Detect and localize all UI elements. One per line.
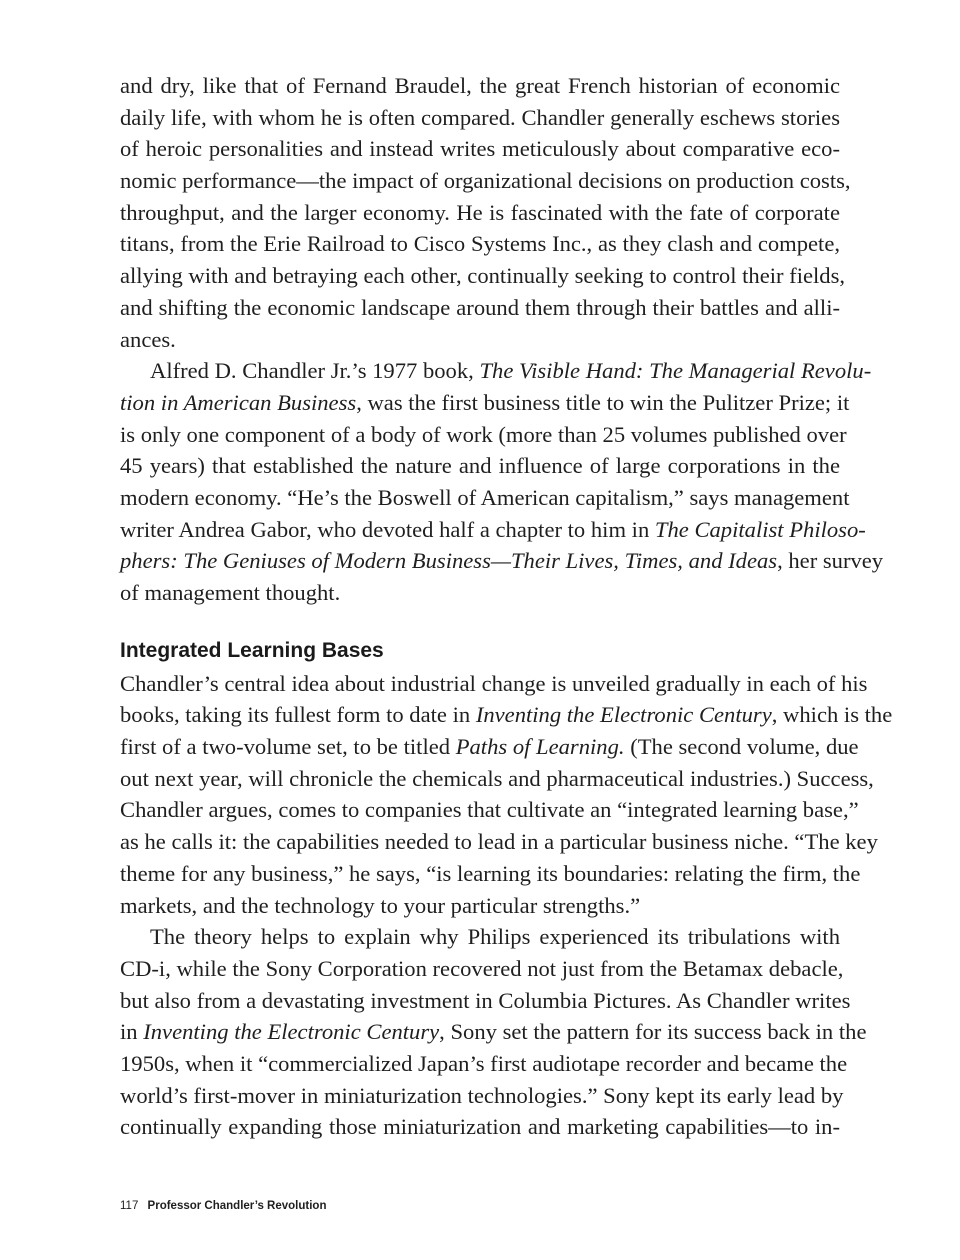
body-text: CD-i, while the Sony Corporation recovered not just from the Betamax debacle, bbox=[120, 955, 844, 981]
text-line bbox=[120, 514, 866, 546]
body-text: , was the first business title to win the Pulitzer Prize; it bbox=[356, 389, 850, 415]
text-line bbox=[120, 355, 872, 387]
body-text: daily life, with whom he is often compared. Chandler generally eschews stories bbox=[120, 104, 840, 130]
text-line bbox=[120, 1080, 844, 1112]
text-line bbox=[120, 577, 840, 609]
body-text: (The second volume, due bbox=[624, 734, 859, 760]
text-line bbox=[120, 324, 840, 356]
text-line bbox=[120, 1048, 848, 1080]
body-text: Chandler argues, comes to companies that cultivate an “integrated learning base,” bbox=[120, 797, 859, 823]
body-text: and dry, like that of Fernand Braudel, the great French historian of economic bbox=[120, 73, 840, 98]
body-text: Chandler’s central idea about industrial change is unveiled gradually in each of his bbox=[120, 670, 868, 696]
body-text: of heroic personalities and instead writes meticulously about comparative eco- bbox=[120, 136, 840, 162]
text-line bbox=[120, 419, 847, 451]
paragraph-1 bbox=[120, 70, 851, 355]
body-text: ances. bbox=[120, 326, 176, 352]
page-footer bbox=[120, 1200, 326, 1212]
body-text: markets, and the technology to your particular strengths.” bbox=[120, 892, 641, 918]
italic-title-text: Paths of Learning. bbox=[455, 734, 625, 760]
body-text: , her survey bbox=[777, 548, 884, 574]
text-line bbox=[120, 699, 893, 731]
body-text: , which is the bbox=[771, 702, 893, 728]
body-text: books, taking its fullest form to date in bbox=[120, 702, 476, 728]
body-text: of management thought. bbox=[120, 580, 341, 605]
body-text: out next year, will chronicle the chemicals and pharmaceutical industries.) Success, bbox=[120, 765, 874, 791]
text-line bbox=[120, 292, 840, 324]
body-text: , Sony set the pattern for its success back in the bbox=[439, 1019, 867, 1045]
text-line bbox=[120, 545, 884, 577]
text-line bbox=[120, 70, 840, 102]
text-line bbox=[120, 763, 874, 795]
body-text: in bbox=[120, 1019, 144, 1045]
body-text: 45 years) that established the nature and influence of large corporations in the bbox=[120, 453, 840, 479]
text-line bbox=[120, 668, 868, 700]
text-line bbox=[120, 826, 878, 858]
paragraph-3 bbox=[120, 668, 893, 922]
running-title: Professor Chandler’s Revolution bbox=[147, 1200, 327, 1212]
body-text: theme for any business,” he says, “is learning its boundaries: relating the firm, the bbox=[120, 860, 861, 886]
text-line bbox=[120, 482, 850, 514]
text-line bbox=[120, 1016, 867, 1048]
section-gap bbox=[120, 609, 840, 636]
paragraph-2 bbox=[120, 355, 884, 609]
text-line bbox=[120, 102, 840, 134]
italic-title-text: The Capitalist Philoso- bbox=[654, 516, 866, 542]
body-text: continually expanding those miniaturization and marketing capabilities—to in- bbox=[120, 1114, 840, 1140]
text-line bbox=[120, 731, 859, 763]
body-text: as he calls it: the capabilities needed to lead in a particular business niche. “The key bbox=[120, 829, 878, 855]
italic-title-text: Inventing the Electronic Century bbox=[143, 1019, 440, 1045]
text-line bbox=[120, 858, 861, 890]
body-text: is only one component of a body of work (more than 25 volumes published over bbox=[120, 421, 847, 447]
text-line bbox=[120, 260, 846, 292]
italic-title-text: tion in American Business bbox=[120, 389, 357, 415]
section-heading: Integrated Learning Bases bbox=[120, 638, 384, 662]
text-line bbox=[120, 165, 851, 197]
body-text: first of a two-volume set, to be titled bbox=[120, 734, 456, 760]
body-text: and shifting the economic landscape around them through their battles and alli- bbox=[120, 294, 840, 320]
body-text: 1950s, when it “commercialized Japan’s first audiotape recorder and became the bbox=[120, 1050, 848, 1076]
text-line bbox=[120, 197, 840, 229]
body-text: allying with and betraying each other, continually seeking to control their fields, bbox=[120, 263, 846, 289]
body-text: nomic performance—the impact of organizational decisions on production costs, bbox=[120, 168, 851, 194]
text-line bbox=[120, 794, 859, 826]
text-line bbox=[120, 890, 840, 922]
body-text: writer Andrea Gabor, who devoted half a chapter to him in bbox=[120, 516, 655, 542]
text-line bbox=[120, 133, 840, 165]
body-text: The theory helps to explain why Philips experienced its tribulations with bbox=[150, 924, 840, 950]
body-text: modern economy. “He’s the Boswell of American capitalism,” says management bbox=[120, 484, 850, 510]
body-text: Alfred D. Chandler Jr.’s 1977 book, bbox=[150, 358, 480, 384]
text-line bbox=[120, 228, 840, 260]
italic-title-text: The Visible Hand: The Managerial Revolu- bbox=[479, 358, 872, 384]
text-line bbox=[120, 1111, 840, 1143]
text-line bbox=[120, 921, 840, 953]
text-line bbox=[120, 450, 840, 482]
page-number: 117 bbox=[120, 1200, 139, 1212]
body-text: world’s first-mover in miniaturization technologies.” Sony kept its early lead by bbox=[120, 1082, 844, 1108]
text-line bbox=[120, 953, 844, 985]
text-line bbox=[120, 985, 851, 1017]
paragraph-4 bbox=[120, 921, 867, 1143]
body-text: titans, from the Erie Railroad to Cisco Systems Inc., as they clash and compete, bbox=[120, 231, 840, 257]
body-text: throughput, and the larger economy. He is fascinated with the fate of corporate bbox=[120, 199, 840, 225]
page-body bbox=[120, 70, 893, 1143]
italic-title-text: Inventing the Electronic Century bbox=[475, 702, 772, 728]
body-text: but also from a devastating investment in Columbia Pictures. As Chandler writes bbox=[120, 987, 851, 1013]
italic-title-text: phers: The Geniuses of Modern Business—Their Lives, Times, and Ideas bbox=[120, 548, 778, 574]
text-line bbox=[120, 387, 850, 419]
